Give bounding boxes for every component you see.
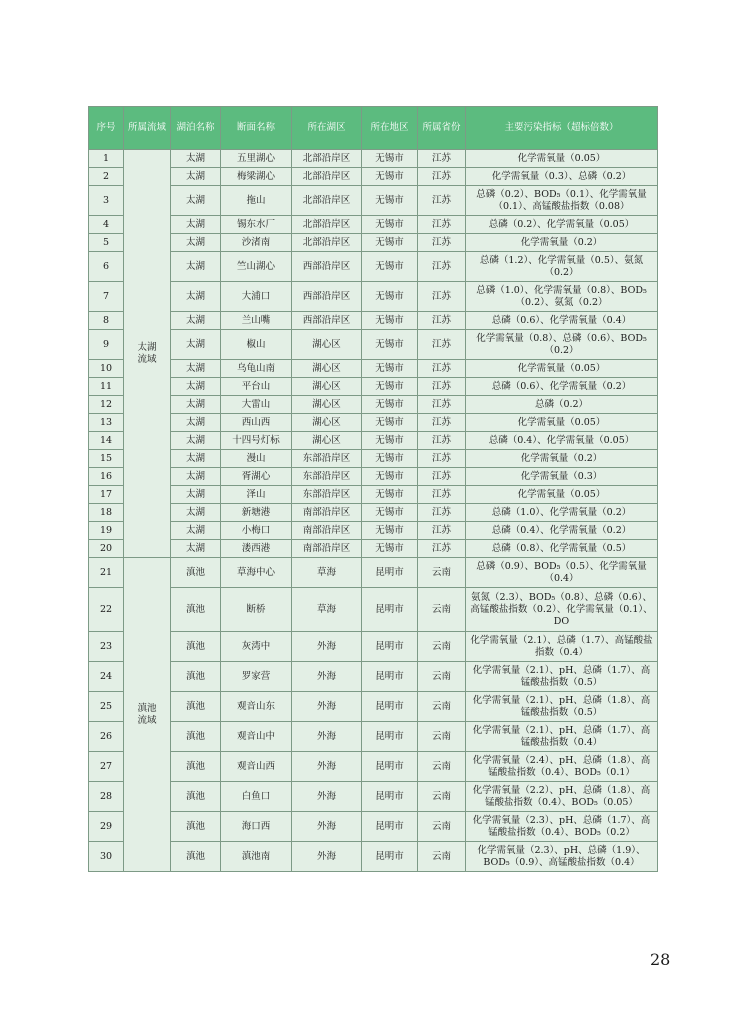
section-name-cell: 新塘港 — [221, 504, 292, 522]
city-cell: 无锡市 — [362, 486, 418, 504]
lake-area-cell: 东部沿岸区 — [292, 468, 362, 486]
table-row — [89, 722, 658, 752]
lake-area-cell: 湖心区 — [292, 330, 362, 360]
lake-name-cell: 太湖 — [171, 312, 221, 330]
lake-area-cell: 外海 — [292, 632, 362, 662]
basin-cell: 滇池流域 — [124, 558, 171, 872]
pollutants-cell: 化学需氧量（2.4）、pH、总磷（1.8）、高锰酸盐指数（0.4）、BOD₅（0.1） — [466, 752, 658, 782]
lake-name-cell: 滇池 — [171, 692, 221, 722]
lake-area-cell: 东部沿岸区 — [292, 450, 362, 468]
pollutants-cell: 化学需氧量（2.3）、pH、总磷（1.9）、BOD₅（0.9）、高锰酸盐指数（0.4） — [466, 842, 658, 872]
lake-name-cell: 太湖 — [171, 522, 221, 540]
table-row — [89, 150, 658, 168]
lake-area-cell: 外海 — [292, 842, 362, 872]
lake-name-cell: 滇池 — [171, 782, 221, 812]
section-name-cell: 十四号灯标 — [221, 432, 292, 450]
pollutants-cell: 总磷（0.6）、化学需氧量（0.4） — [466, 312, 658, 330]
row-no-cell: 15 — [89, 450, 124, 468]
city-cell: 昆明市 — [362, 782, 418, 812]
lake-area-cell: 外海 — [292, 812, 362, 842]
lake-name-cell: 太湖 — [171, 432, 221, 450]
pollutants-cell: 化学需氧量（0.2） — [466, 450, 658, 468]
section-name-cell: 观音山东 — [221, 692, 292, 722]
table-row — [89, 216, 658, 234]
section-name-cell: 乌龟山南 — [221, 360, 292, 378]
city-cell: 无锡市 — [362, 540, 418, 558]
city-cell: 无锡市 — [362, 522, 418, 540]
row-no-cell: 29 — [89, 812, 124, 842]
city-cell: 无锡市 — [362, 312, 418, 330]
section-name-cell: 灰湾中 — [221, 632, 292, 662]
city-cell: 昆明市 — [362, 558, 418, 588]
section-name-cell: 西山西 — [221, 414, 292, 432]
row-no-cell: 27 — [89, 752, 124, 782]
lake-area-cell: 湖心区 — [292, 432, 362, 450]
city-cell: 无锡市 — [362, 414, 418, 432]
lake-area-cell: 外海 — [292, 692, 362, 722]
pollutants-cell: 化学需氧量（0.8）、总磷（0.6）、BOD₅（0.2） — [466, 330, 658, 360]
section-name-cell: 泽山 — [221, 486, 292, 504]
section-name-cell: 断桥 — [221, 588, 292, 632]
section-name-cell: 观音山西 — [221, 752, 292, 782]
table-row — [89, 522, 658, 540]
table-row — [89, 812, 658, 842]
section-name-cell: 锡东水厂 — [221, 216, 292, 234]
province-cell: 江苏 — [418, 186, 466, 216]
city-cell: 无锡市 — [362, 360, 418, 378]
row-no-cell: 19 — [89, 522, 124, 540]
pollutants-cell: 总磷（0.6）、化学需氧量（0.2） — [466, 378, 658, 396]
table-row — [89, 396, 658, 414]
province-cell: 云南 — [418, 782, 466, 812]
pollutants-cell: 化学需氧量（0.05） — [466, 150, 658, 168]
lake-name-cell: 滇池 — [171, 722, 221, 752]
pollutants-cell: 总磷（0.2） — [466, 396, 658, 414]
pollutants-cell: 总磷（0.4）、化学需氧量（0.05） — [466, 432, 658, 450]
province-cell: 江苏 — [418, 468, 466, 486]
city-cell: 无锡市 — [362, 396, 418, 414]
header-province: 所属省份 — [418, 107, 466, 150]
province-cell: 江苏 — [418, 360, 466, 378]
lake-area-cell: 西部沿岸区 — [292, 312, 362, 330]
table-row — [89, 252, 658, 282]
basin-cell: 太湖流域 — [124, 150, 171, 558]
city-cell: 昆明市 — [362, 842, 418, 872]
city-cell: 无锡市 — [362, 282, 418, 312]
row-no-cell: 10 — [89, 360, 124, 378]
row-no-cell: 23 — [89, 632, 124, 662]
city-cell: 无锡市 — [362, 330, 418, 360]
section-name-cell: 沙渚南 — [221, 234, 292, 252]
lake-name-cell: 太湖 — [171, 378, 221, 396]
lake-name-cell: 太湖 — [171, 486, 221, 504]
lake-name-cell: 太湖 — [171, 414, 221, 432]
section-name-cell: 胥湖心 — [221, 468, 292, 486]
lake-name-cell: 太湖 — [171, 282, 221, 312]
row-no-cell: 17 — [89, 486, 124, 504]
city-cell: 无锡市 — [362, 150, 418, 168]
city-cell: 无锡市 — [362, 468, 418, 486]
section-name-cell: 大浦口 — [221, 282, 292, 312]
city-cell: 无锡市 — [362, 168, 418, 186]
pollutants-cell: 总磷（0.2）、BOD₅（0.1）、化学需氧量（0.1）、高锰酸盐指数（0.08） — [466, 186, 658, 216]
city-cell: 无锡市 — [362, 186, 418, 216]
section-name-cell: 大雷山 — [221, 396, 292, 414]
lake-area-cell: 北部沿岸区 — [292, 234, 362, 252]
lake-name-cell: 太湖 — [171, 468, 221, 486]
province-cell: 云南 — [418, 722, 466, 752]
header-row — [89, 107, 658, 150]
lake-area-cell: 北部沿岸区 — [292, 150, 362, 168]
lake-area-cell: 湖心区 — [292, 378, 362, 396]
section-name-cell: 草海中心 — [221, 558, 292, 588]
table-row — [89, 282, 658, 312]
row-no-cell: 20 — [89, 540, 124, 558]
table-row — [89, 504, 658, 522]
section-name-cell: 兰山嘴 — [221, 312, 292, 330]
lake-name-cell: 太湖 — [171, 396, 221, 414]
table-row — [89, 168, 658, 186]
lake-name-cell: 太湖 — [171, 168, 221, 186]
table-row — [89, 632, 658, 662]
row-no-cell: 14 — [89, 432, 124, 450]
table-row — [89, 234, 658, 252]
lake-area-cell: 南部沿岸区 — [292, 504, 362, 522]
row-no-cell: 1 — [89, 150, 124, 168]
province-cell: 云南 — [418, 558, 466, 588]
province-cell: 云南 — [418, 662, 466, 692]
row-no-cell: 12 — [89, 396, 124, 414]
province-cell: 江苏 — [418, 450, 466, 468]
lake-name-cell: 滇池 — [171, 752, 221, 782]
lake-name-cell: 太湖 — [171, 216, 221, 234]
pollution-table — [88, 106, 658, 872]
table-row — [89, 312, 658, 330]
province-cell: 江苏 — [418, 150, 466, 168]
row-no-cell: 16 — [89, 468, 124, 486]
row-no-cell: 25 — [89, 692, 124, 722]
province-cell: 云南 — [418, 752, 466, 782]
province-cell: 江苏 — [418, 330, 466, 360]
pollutants-cell: 化学需氧量（0.05） — [466, 360, 658, 378]
table-row — [89, 360, 658, 378]
pollutants-cell: 化学需氧量（0.05） — [466, 414, 658, 432]
lake-name-cell: 太湖 — [171, 330, 221, 360]
lake-name-cell: 滇池 — [171, 588, 221, 632]
lake-area-cell: 南部沿岸区 — [292, 540, 362, 558]
lake-name-cell: 滇池 — [171, 662, 221, 692]
table-body — [89, 150, 658, 872]
city-cell: 昆明市 — [362, 812, 418, 842]
lake-area-cell: 北部沿岸区 — [292, 168, 362, 186]
province-cell: 江苏 — [418, 378, 466, 396]
lake-name-cell: 太湖 — [171, 360, 221, 378]
row-no-cell: 7 — [89, 282, 124, 312]
table-row — [89, 662, 658, 692]
province-cell: 江苏 — [418, 312, 466, 330]
row-no-cell: 28 — [89, 782, 124, 812]
city-cell: 无锡市 — [362, 450, 418, 468]
table-row — [89, 782, 658, 812]
lake-name-cell: 滇池 — [171, 812, 221, 842]
table-row — [89, 692, 658, 722]
province-cell: 江苏 — [418, 282, 466, 312]
pollutants-cell: 总磷（1.0）、化学需氧量（0.8）、BOD₅（0.2）、氨氮（0.2） — [466, 282, 658, 312]
pollutants-cell: 化学需氧量（0.2） — [466, 234, 658, 252]
row-no-cell: 21 — [89, 558, 124, 588]
province-cell: 江苏 — [418, 414, 466, 432]
section-name-cell: 五里湖心 — [221, 150, 292, 168]
table-row — [89, 486, 658, 504]
lake-name-cell: 太湖 — [171, 252, 221, 282]
lake-area-cell: 东部沿岸区 — [292, 486, 362, 504]
pollutants-cell: 化学需氧量（2.2）、pH、总磷（1.8）、高锰酸盐指数（0.4）、BOD₅（0.05） — [466, 782, 658, 812]
province-cell: 江苏 — [418, 216, 466, 234]
table-row — [89, 540, 658, 558]
city-cell: 无锡市 — [362, 234, 418, 252]
section-name-cell: 梅梁湖心 — [221, 168, 292, 186]
row-no-cell: 26 — [89, 722, 124, 752]
table-row — [89, 588, 658, 632]
lake-name-cell: 太湖 — [171, 186, 221, 216]
header-section: 断面名称 — [221, 107, 292, 150]
province-cell: 云南 — [418, 588, 466, 632]
pollutants-cell: 化学需氧量（2.1）、pH、总磷（1.7）、高锰酸盐指数（0.4） — [466, 722, 658, 752]
table-row — [89, 558, 658, 588]
row-no-cell: 13 — [89, 414, 124, 432]
lake-name-cell: 太湖 — [171, 504, 221, 522]
province-cell: 云南 — [418, 692, 466, 722]
pollutants-cell: 总磷（1.2）、化学需氧量（0.5）、氨氮（0.2） — [466, 252, 658, 282]
city-cell: 昆明市 — [362, 662, 418, 692]
row-no-cell: 18 — [89, 504, 124, 522]
city-cell: 昆明市 — [362, 632, 418, 662]
pollutants-cell: 化学需氧量（0.3） — [466, 468, 658, 486]
province-cell: 云南 — [418, 842, 466, 872]
city-cell: 昆明市 — [362, 692, 418, 722]
lake-area-cell: 草海 — [292, 588, 362, 632]
header-lake: 湖泊名称 — [171, 107, 221, 150]
row-no-cell: 5 — [89, 234, 124, 252]
pollutants-cell: 总磷（0.2）、化学需氧量（0.05） — [466, 216, 658, 234]
table-row — [89, 468, 658, 486]
row-no-cell: 22 — [89, 588, 124, 632]
table-row — [89, 842, 658, 872]
pollutants-cell: 化学需氧量（0.05） — [466, 486, 658, 504]
header-no: 序号 — [89, 107, 124, 150]
lake-area-cell: 西部沿岸区 — [292, 252, 362, 282]
table-row — [89, 432, 658, 450]
city-cell: 无锡市 — [362, 378, 418, 396]
lake-area-cell: 外海 — [292, 722, 362, 752]
section-name-cell: 白鱼口 — [221, 782, 292, 812]
city-cell: 昆明市 — [362, 722, 418, 752]
row-no-cell: 30 — [89, 842, 124, 872]
table-row — [89, 414, 658, 432]
header-pollutants: 主要污染指标（超标倍数） — [466, 107, 658, 150]
section-name-cell: 竺山湖心 — [221, 252, 292, 282]
pollutants-cell: 化学需氧量（2.3）、pH、总磷（1.7）、高锰酸盐指数（0.4）、BOD₅（0.2） — [466, 812, 658, 842]
lake-name-cell: 滇池 — [171, 632, 221, 662]
header-area: 所在湖区 — [292, 107, 362, 150]
lake-name-cell: 太湖 — [171, 234, 221, 252]
pollutants-cell: 总磷（0.8）、化学需氧量（0.5） — [466, 540, 658, 558]
lake-area-cell: 湖心区 — [292, 396, 362, 414]
lake-area-cell: 南部沿岸区 — [292, 522, 362, 540]
lake-name-cell: 太湖 — [171, 150, 221, 168]
section-name-cell: 漫山 — [221, 450, 292, 468]
city-cell: 昆明市 — [362, 752, 418, 782]
province-cell: 江苏 — [418, 168, 466, 186]
lake-area-cell: 外海 — [292, 782, 362, 812]
table-row — [89, 450, 658, 468]
lake-area-cell: 外海 — [292, 662, 362, 692]
lake-area-cell: 湖心区 — [292, 414, 362, 432]
section-name-cell: 椒山 — [221, 330, 292, 360]
table-row — [89, 186, 658, 216]
row-no-cell: 8 — [89, 312, 124, 330]
province-cell: 云南 — [418, 812, 466, 842]
section-name-cell: 平台山 — [221, 378, 292, 396]
lake-name-cell: 滇池 — [171, 558, 221, 588]
row-no-cell: 9 — [89, 330, 124, 360]
lake-area-cell: 北部沿岸区 — [292, 186, 362, 216]
row-no-cell: 6 — [89, 252, 124, 282]
province-cell: 江苏 — [418, 396, 466, 414]
row-no-cell: 4 — [89, 216, 124, 234]
header-basin: 所属流域 — [124, 107, 171, 150]
section-name-cell: 溇西港 — [221, 540, 292, 558]
row-no-cell: 24 — [89, 662, 124, 692]
lake-area-cell: 湖心区 — [292, 360, 362, 378]
lake-area-cell: 草海 — [292, 558, 362, 588]
province-cell: 江苏 — [418, 540, 466, 558]
section-name-cell: 小梅口 — [221, 522, 292, 540]
province-cell: 江苏 — [418, 486, 466, 504]
pollutants-cell: 化学需氧量（2.1）、pH、总磷（1.8）、高锰酸盐指数（0.5） — [466, 692, 658, 722]
pollutants-cell: 总磷（1.0）、化学需氧量（0.2） — [466, 504, 658, 522]
pollutants-cell: 氨氮（2.3）、BOD₅（0.8）、总磷（0.6）、高锰酸盐指数（0.2）、化学需氧量（0.1）、DO — [466, 588, 658, 632]
lake-name-cell: 滇池 — [171, 842, 221, 872]
pollutants-cell: 化学需氧量（0.3）、总磷（0.2） — [466, 168, 658, 186]
section-name-cell: 罗家营 — [221, 662, 292, 692]
province-cell: 江苏 — [418, 504, 466, 522]
page-number: 28 — [650, 950, 671, 969]
table-row — [89, 330, 658, 360]
table-row — [89, 752, 658, 782]
row-no-cell: 3 — [89, 186, 124, 216]
city-cell: 无锡市 — [362, 432, 418, 450]
section-name-cell: 观音山中 — [221, 722, 292, 752]
province-cell: 江苏 — [418, 234, 466, 252]
province-cell: 云南 — [418, 632, 466, 662]
row-no-cell: 2 — [89, 168, 124, 186]
province-cell: 江苏 — [418, 522, 466, 540]
city-cell: 昆明市 — [362, 588, 418, 632]
lake-area-cell: 外海 — [292, 752, 362, 782]
table-row — [89, 378, 658, 396]
pollutants-cell: 化学需氧量（2.1）、pH、总磷（1.7）、高锰酸盐指数（0.5） — [466, 662, 658, 692]
province-cell: 江苏 — [418, 252, 466, 282]
row-no-cell: 11 — [89, 378, 124, 396]
lake-name-cell: 太湖 — [171, 450, 221, 468]
section-name-cell: 滇池南 — [221, 842, 292, 872]
header-city: 所在地区 — [362, 107, 418, 150]
pollutants-cell: 总磷（0.9）、BOD₅（0.5）、化学需氧量（0.4） — [466, 558, 658, 588]
section-name-cell: 海口西 — [221, 812, 292, 842]
province-cell: 江苏 — [418, 432, 466, 450]
section-name-cell: 拖山 — [221, 186, 292, 216]
pollutants-cell: 总磷（0.4）、化学需氧量（0.2） — [466, 522, 658, 540]
lake-area-cell: 北部沿岸区 — [292, 216, 362, 234]
lake-area-cell: 西部沿岸区 — [292, 282, 362, 312]
city-cell: 无锡市 — [362, 504, 418, 522]
pollutants-cell: 化学需氧量（2.1）、总磷（1.7）、高锰酸盐指数（0.4） — [466, 632, 658, 662]
lake-name-cell: 太湖 — [171, 540, 221, 558]
city-cell: 无锡市 — [362, 216, 418, 234]
city-cell: 无锡市 — [362, 252, 418, 282]
